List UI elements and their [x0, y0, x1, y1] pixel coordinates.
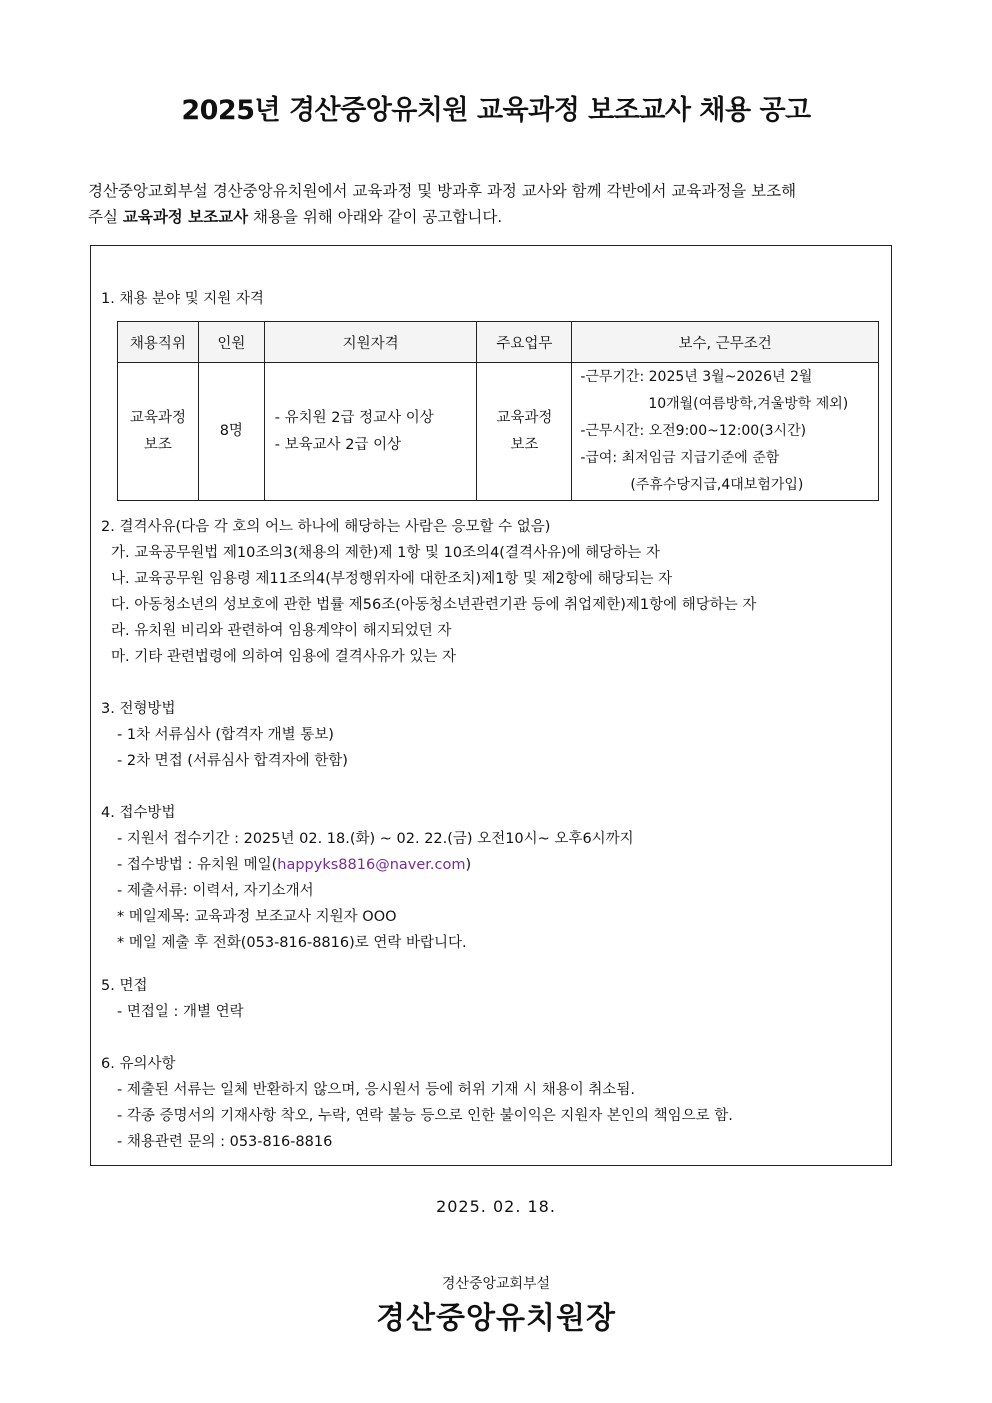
position-line-1: 교육과정 [129, 409, 186, 426]
intro-paragraph [88, 178, 900, 230]
condition-pay: -급여: 최저임금 지급기준에 준함 [580, 450, 780, 466]
cell-qualification [264, 363, 477, 501]
list-item: - 면접일 : 개별 연락 [117, 1004, 244, 1020]
intro-line-1: 경산중앙교회부설 경산중앙유치원에서 교육과정 및 방과후 과정 교사와 함께 각반에서 교육과정을 보조해 [88, 182, 797, 200]
position-line-2: 보조 [143, 436, 172, 453]
list-item: - 2차 면접 (서류심사 합격자에 한함) [117, 753, 348, 769]
header-position: 채용직위 [118, 322, 199, 363]
header-qualification: 지원자격 [264, 322, 477, 363]
list-item: 가. 교육공무원법 제10조의3(채용의 제한)제 1항 및 10조의4(결격사유)에 해당하는 자 [111, 545, 660, 561]
duty-line-1: 교육과정 [496, 409, 553, 426]
section-5 [101, 973, 244, 1025]
cell-position [118, 363, 199, 501]
email-link[interactable]: happyks8816@naver.com [277, 857, 466, 873]
notice-box [90, 245, 892, 1166]
method-pre: - 접수방법 : 유치원 메일( [117, 857, 278, 873]
table-row [118, 363, 879, 501]
method-post: ) [465, 857, 472, 873]
list-item: 나. 교육공무원 임용령 제11조의4(부정행위자에 대한조치)제1항 및 제2항에 해당되는 자 [111, 571, 673, 587]
cell-duty [477, 363, 572, 501]
duty-line-2: 보조 [510, 436, 539, 453]
application-method [101, 852, 634, 878]
cell-conditions [572, 363, 879, 501]
page-title: 2025년 경산중앙유치원 교육과정 보조교사 채용 공고 [181, 95, 811, 126]
section-6 [101, 1051, 733, 1155]
section-5-heading: 5. 면접 [101, 978, 148, 994]
condition-period: -근무기간: 2025년 3월~2026년 2월 [580, 369, 813, 385]
organization-subtitle: 경산중앙교회부설 [441, 1276, 551, 1292]
intro-highlight: 교육과정 보조교사 [122, 208, 249, 226]
application-period: - 지원서 접수기간 : 2025년 02. 18.(화) ~ 02. 22.(금) 오전10시~ 오후6시까지 [117, 831, 634, 847]
qualification-1: - 유치원 2급 정교사 이상 [274, 409, 434, 426]
section-1-heading: 1. 채용 분야 및 지원 자격 [101, 291, 264, 307]
section-3-heading: 3. 전형방법 [101, 701, 176, 717]
list-item: - 채용관련 문의 : 053-816-8816 [117, 1134, 333, 1150]
recruitment-table [117, 321, 879, 501]
header-duty: 주요업무 [477, 322, 572, 363]
cell-count: 8명 [198, 363, 264, 501]
notice-date: 2025. 02. 18. [436, 1197, 556, 1216]
qualification-2: - 보육교사 2급 이상 [274, 436, 402, 453]
organization-name: 경산중앙유치원장 [376, 1301, 616, 1336]
required-documents: - 제출서류: 이력서, 자기소개서 [117, 883, 314, 899]
list-item: - 1차 서류심사 (합격자 개별 통보) [117, 727, 334, 743]
header-count: 인원 [198, 322, 264, 363]
section-6-heading: 6. 유의사항 [101, 1056, 176, 1072]
condition-benefits: (주휴수당지급,4대보험가입) [630, 477, 804, 493]
header-conditions: 보수, 근무조건 [572, 322, 879, 363]
list-item: 마. 기타 관련법령에 의하여 임용에 결격사유가 있는 자 [111, 649, 457, 665]
list-item: - 제출된 서류는 일체 반환하지 않으며, 응시원서 등에 허위 기재 시 채용이 취소됨. [117, 1082, 635, 1098]
section-2 [101, 514, 756, 670]
mail-subject: * 메일제목: 교육과정 보조교사 지원자 OOO [117, 909, 397, 925]
intro-line-2 [88, 204, 900, 230]
section-2-heading: 2. 결격사유(다음 각 호의 어느 하나에 해당하는 사람은 응모할 수 없음) [101, 519, 551, 535]
intro-line-2-pre: 주실 [88, 208, 123, 226]
section-3 [101, 696, 348, 774]
condition-hours: -근무시간: 오전9:00~12:00(3시간) [580, 423, 807, 439]
table-header-row [118, 322, 879, 363]
list-item: - 각종 증명서의 기재사항 착오, 누락, 연락 불능 등으로 인한 불이익은 지원자 본인의 책임으로 함. [117, 1108, 733, 1124]
section-1 [101, 286, 264, 312]
call-notice: * 메일 제출 후 전화(053-816-8816)로 연락 바랍니다. [117, 935, 467, 951]
list-item: 라. 유치원 비리와 관련하여 임용계약이 해지되었던 자 [111, 623, 452, 639]
list-item: 다. 아동청소년의 성보호에 관한 법률 제56조(아동청소년관련기관 등에 취업제한)제1항에 해당하는 자 [111, 597, 757, 613]
intro-line-2-post: 채용을 위해 아래와 같이 공고합니다. [248, 208, 503, 226]
section-4 [101, 800, 634, 956]
section-4-heading: 4. 접수방법 [101, 805, 176, 821]
condition-months: 10개월(여름방학,겨울방학 제외) [648, 396, 849, 412]
